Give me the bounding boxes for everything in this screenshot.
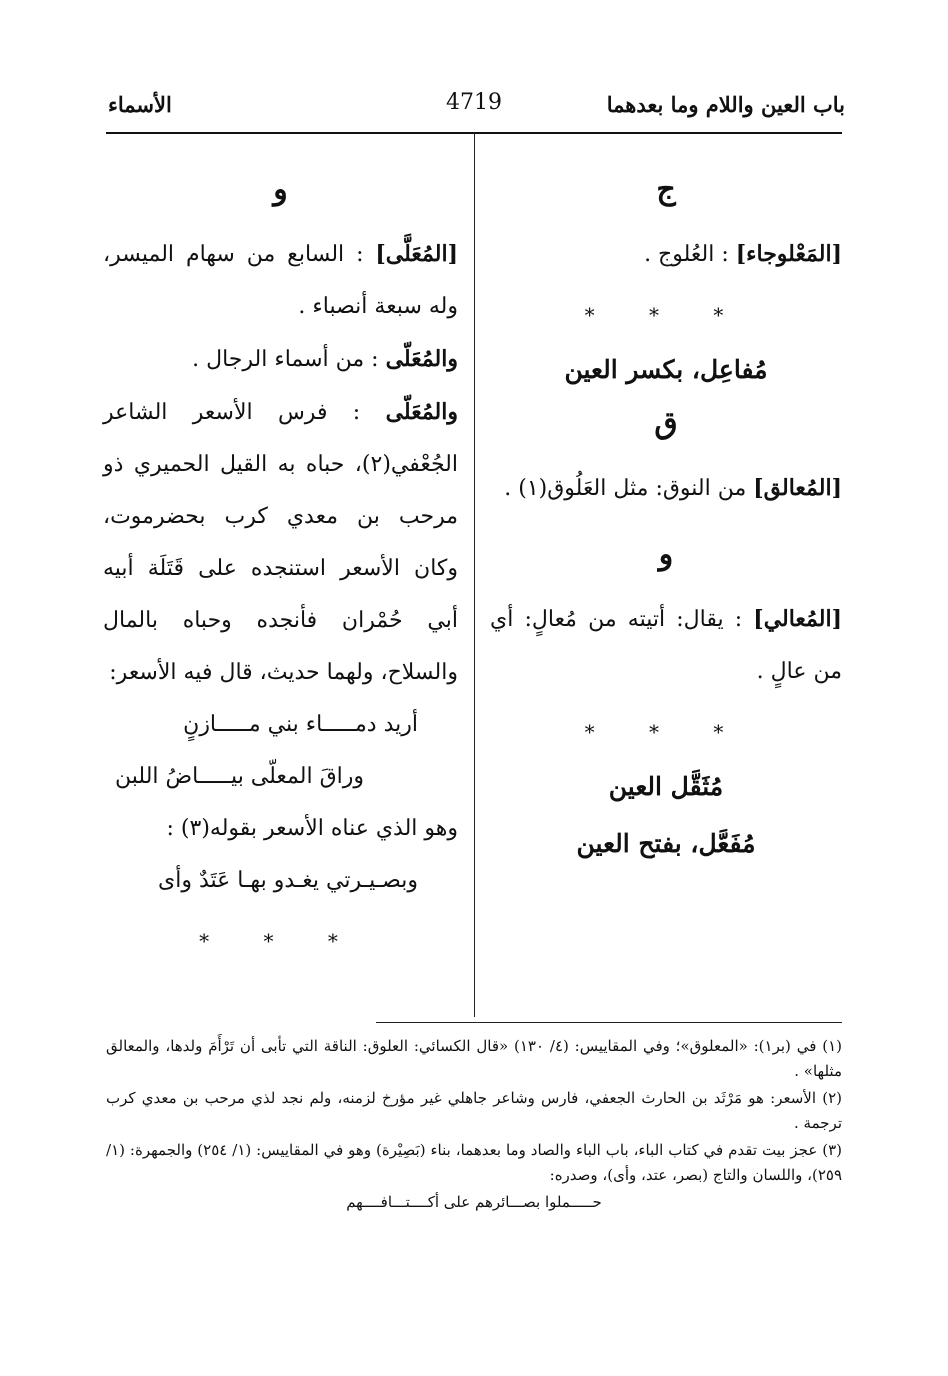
letter-heading-waw: و xyxy=(658,537,674,572)
left-column xyxy=(103,150,458,981)
footnote-rule xyxy=(376,1022,842,1023)
entry-mualla-3 xyxy=(103,386,458,699)
letter-heading-jim: ج xyxy=(656,172,676,207)
entry-term: والمُعَلّى xyxy=(385,346,458,372)
entry-maljuja xyxy=(490,228,842,281)
footnote-1: (١) في (بر١): «المعلوق»؛ وفي المقاييس: (٤/ ١٣٠) «قال الكسائي: العلوق: الناقة التي تأبى أن تَرْأَمَ ولدها، والمعالق مثلها» . xyxy=(106,1037,843,1080)
right-column xyxy=(490,150,842,878)
heading-mufaal: مُفَعَّل، بفتح العين xyxy=(576,829,756,858)
entry-muallaq xyxy=(490,462,842,515)
entry-definition: : العُلوج . xyxy=(644,242,729,267)
section-separator: * * * xyxy=(584,720,748,744)
entry-term: [المَعْلوجاء] xyxy=(735,241,842,267)
entry-mualla-1 xyxy=(103,228,458,333)
column-divider xyxy=(474,133,475,1017)
verse-line: أريد دمـــــاء بني مـــــازنٍ xyxy=(183,712,418,737)
letter-heading-waw: و xyxy=(273,172,288,207)
entry-definition: : فرس الأسعر الشاعر الجُعْفي(٢)، حباه به القيل الحميري ذو مرحب بن معدي كرب بحضرموت، وكان الأسعر استنجده على قَتَلَة أبيه أبي حُمْران فأنجده وحباه بالمال والسلاح، ولهما حديث، قال فيه الأسعر: xyxy=(103,400,458,685)
entry-muali xyxy=(490,593,842,698)
section-separator: * * * xyxy=(199,929,362,953)
entry-definition: : السابع من سهام الميسر، وله سبعة أنصباء . xyxy=(103,242,458,319)
page-number: 4719 xyxy=(446,90,502,115)
footnote-verse: حـــــملوا بصـــائرهم على أكــــتـــافــــهم xyxy=(346,1193,602,1211)
entry-term: [المُعالي] xyxy=(753,606,842,632)
entry-mualla-2 xyxy=(103,333,458,386)
heading-mufail: مُفاعِل، بكسر العين xyxy=(564,355,768,384)
entry-definition: : يقال: أتيته من مُعالٍ: أي من عالٍ . xyxy=(490,607,842,684)
running-head-chapter: باب العين واللام وما بعدهما xyxy=(606,92,845,117)
verse-line: وبصـيـرتي يغـدو بهـا عَتَدٌ وأى xyxy=(158,868,418,893)
section-separator: * * * xyxy=(584,303,748,327)
entry-mualla-4: وهو الذي عناه الأسعر بقوله(٣) : xyxy=(166,816,458,841)
footnotes xyxy=(106,1034,842,1215)
entry-term: والمُعَلّى xyxy=(385,399,458,425)
entry-definition: من النوق: مثل العَلُوق(١) . xyxy=(504,476,747,501)
entry-definition: : من أسماء الرجال . xyxy=(192,347,379,372)
entry-term: [المُعالق] xyxy=(753,475,842,501)
footnote-3: (٣) عجز بيت تقدم في كتاب الباء، باب الباء والصاد وما بعدهما، بناء (بَصِيْرة) وهو في المقاييس: (١/ ٢٥٤) والجمهرة: (١/ ٢٥٩)، واللسان والتاج (بصر، عتد، وأى)، وصدره: xyxy=(106,1141,842,1184)
entry-term: [المُعَلَّى] xyxy=(375,241,458,267)
heading-muthaqqal: مُثَقَّل العين xyxy=(608,772,724,801)
verse-line: وراقَ المعلّى بيـــــاضُ اللبن xyxy=(115,764,364,789)
running-head-section: الأسماء xyxy=(108,92,172,117)
footnote-2: (٢) الأسعر: هو مَرْثَد بن الحارث الجعفي، فارس وشاعر جاهلي غير مؤرخ لزمنه، ولم نجد لذي مرحب بن معدي كرب ترجمة . xyxy=(106,1089,842,1132)
letter-heading-qaf: ق xyxy=(654,406,678,441)
